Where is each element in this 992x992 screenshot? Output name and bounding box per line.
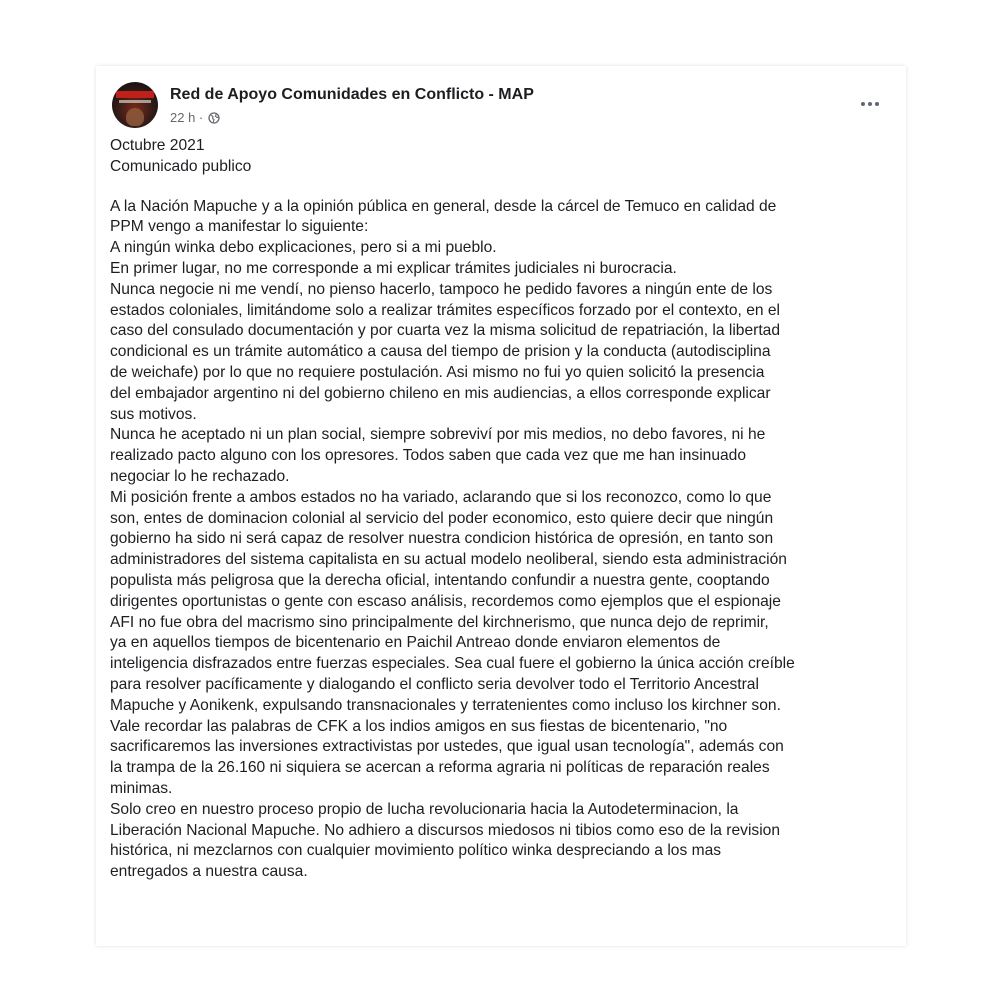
body-line: Nunca he aceptado ni un plan social, siempre sobreviví por mis medios, no debo favores, ni he [110, 426, 766, 444]
body-line: estados coloniales, limitándome solo a realizar trámites específicos forzado por el contexto, en el [110, 301, 781, 319]
post-meta [170, 110, 220, 125]
body-line: Liberación Nacional Mapuche. No adhiero a discursos miedosos ni tibios como eso de la revision [110, 821, 781, 839]
avatar-figure [126, 108, 144, 126]
body-line: condicional es un trámite automático a causa del tiempo de prision y la conducta (autodisciplina [110, 343, 771, 361]
body-line: negociar lo he rechazado. [110, 467, 290, 485]
body-line: Solo creo en nuestro proceso propio de lucha revolucionaria hacia la Autodeterminacion, la [110, 800, 739, 818]
avatar-band [119, 100, 151, 103]
facebook-post [96, 66, 906, 946]
body-line: gobierno ha sido ni será capaz de resolver nuestra condicion histórica de opresión, en tanto son [110, 530, 774, 548]
body-line: de weichafe) por lo que no requiere postulación. Asi mismo no fui yo quien solicitó la presencia [110, 363, 765, 381]
page-name-link[interactable]: Red de Apoyo Comunidades en Conflicto - MAP [170, 86, 534, 103]
body-line: Nunca negocie ni me vendí, no pienso hacerlo, tampoco he pedido favores a ningún ente de los [110, 280, 773, 298]
body-line: inteligencia disfrazados entre fuerzas especiales. Sea cual fuere el gobierno la única acción creíble [110, 655, 795, 673]
body-line: caso del consulado documentación y por cuarta vez la misma solicitud de repatriación, la libertad [110, 322, 781, 340]
body-line: A ningún winka debo explicaciones, pero si a mi pueblo. [110, 239, 497, 257]
body-line: entregados a nuestra causa. [110, 863, 308, 881]
page-avatar[interactable] [112, 82, 158, 128]
body-line: sacrificaremos las inversiones extractivistas por ustedes, que igual usan tecnología", además con [110, 738, 784, 756]
post-date-line: Octubre 2021 [110, 137, 205, 154]
body-line: sus motivos. [110, 405, 197, 423]
post-timestamp[interactable]: 22 h · [170, 110, 204, 125]
body-line: dirigentes oportunistas o gente con escaso análisis, recordemos como ejemplos que el espionaje [110, 592, 781, 610]
body-line: PPM vengo a manifestar lo siguiente: [110, 218, 369, 236]
body-line: del embajador argentino ni del gobierno chileno en mis audiencias, a ellos corresponde explicar [110, 384, 771, 402]
more-options-icon[interactable] [854, 92, 886, 116]
post-header [110, 76, 890, 128]
body-line: la trampa de la 26.160 ni siquiera se acercan a reforma agraria ni políticas de reparación reales [110, 759, 770, 777]
body-line: administradores del sistema capitalista en su actual modelo neoliberal, siendo esta administración [110, 551, 787, 569]
body-line: para resolver pacíficamente y dialogando el conflicto seria devolver todo el Territorio Ancestral [110, 675, 759, 693]
globe-icon [208, 112, 220, 124]
avatar-banner [116, 91, 154, 98]
body-line: En primer lugar, no me corresponde a mi explicar trámites judiciales ni burocracia. [110, 259, 677, 277]
post-subtitle-line: Comunicado publico [110, 157, 252, 175]
body-line: Mi posición frente a ambos estados no ha variado, aclarando que si los reconozco, como lo que [110, 488, 772, 506]
body-line: minimas. [110, 779, 173, 797]
body-line: A la Nación Mapuche y a la opinión pública en general, desde la cárcel de Temuco en calidad de [110, 197, 777, 215]
body-line: populista más peligrosa que la derecha oficial, intentando confundir a nuestra gente, cooptando [110, 571, 770, 589]
body-line: son, entes de dominacion colonial al servicio del poder economico, esto quiere decir que ningún [110, 509, 774, 527]
body-line: AFI no fue obra del macrismo sino principalmente del kirchnerismo, que nunca dejo de reprimir, [110, 613, 769, 631]
body-line: histórica, ni mezclarnos con cualquier movimiento político winka despreciando a los mas [110, 842, 722, 860]
body-line: Vale recordar las palabras de CFK a los indios amigos en sus fiestas de bicentenario, "no [110, 717, 728, 735]
body-line: realizado pacto alguno con los opresores. Todos saben que cada vez que me han insinuado [110, 447, 747, 465]
body-line: ya en aquellos tiempos de bicentenario en Paichil Antreao donde enviaron elementos de [110, 634, 721, 652]
post-text [110, 136, 900, 883]
body-line: Mapuche y Aonikenk, expulsando transnacionales y terratenientes como incluso los kirchner son. [110, 696, 781, 714]
